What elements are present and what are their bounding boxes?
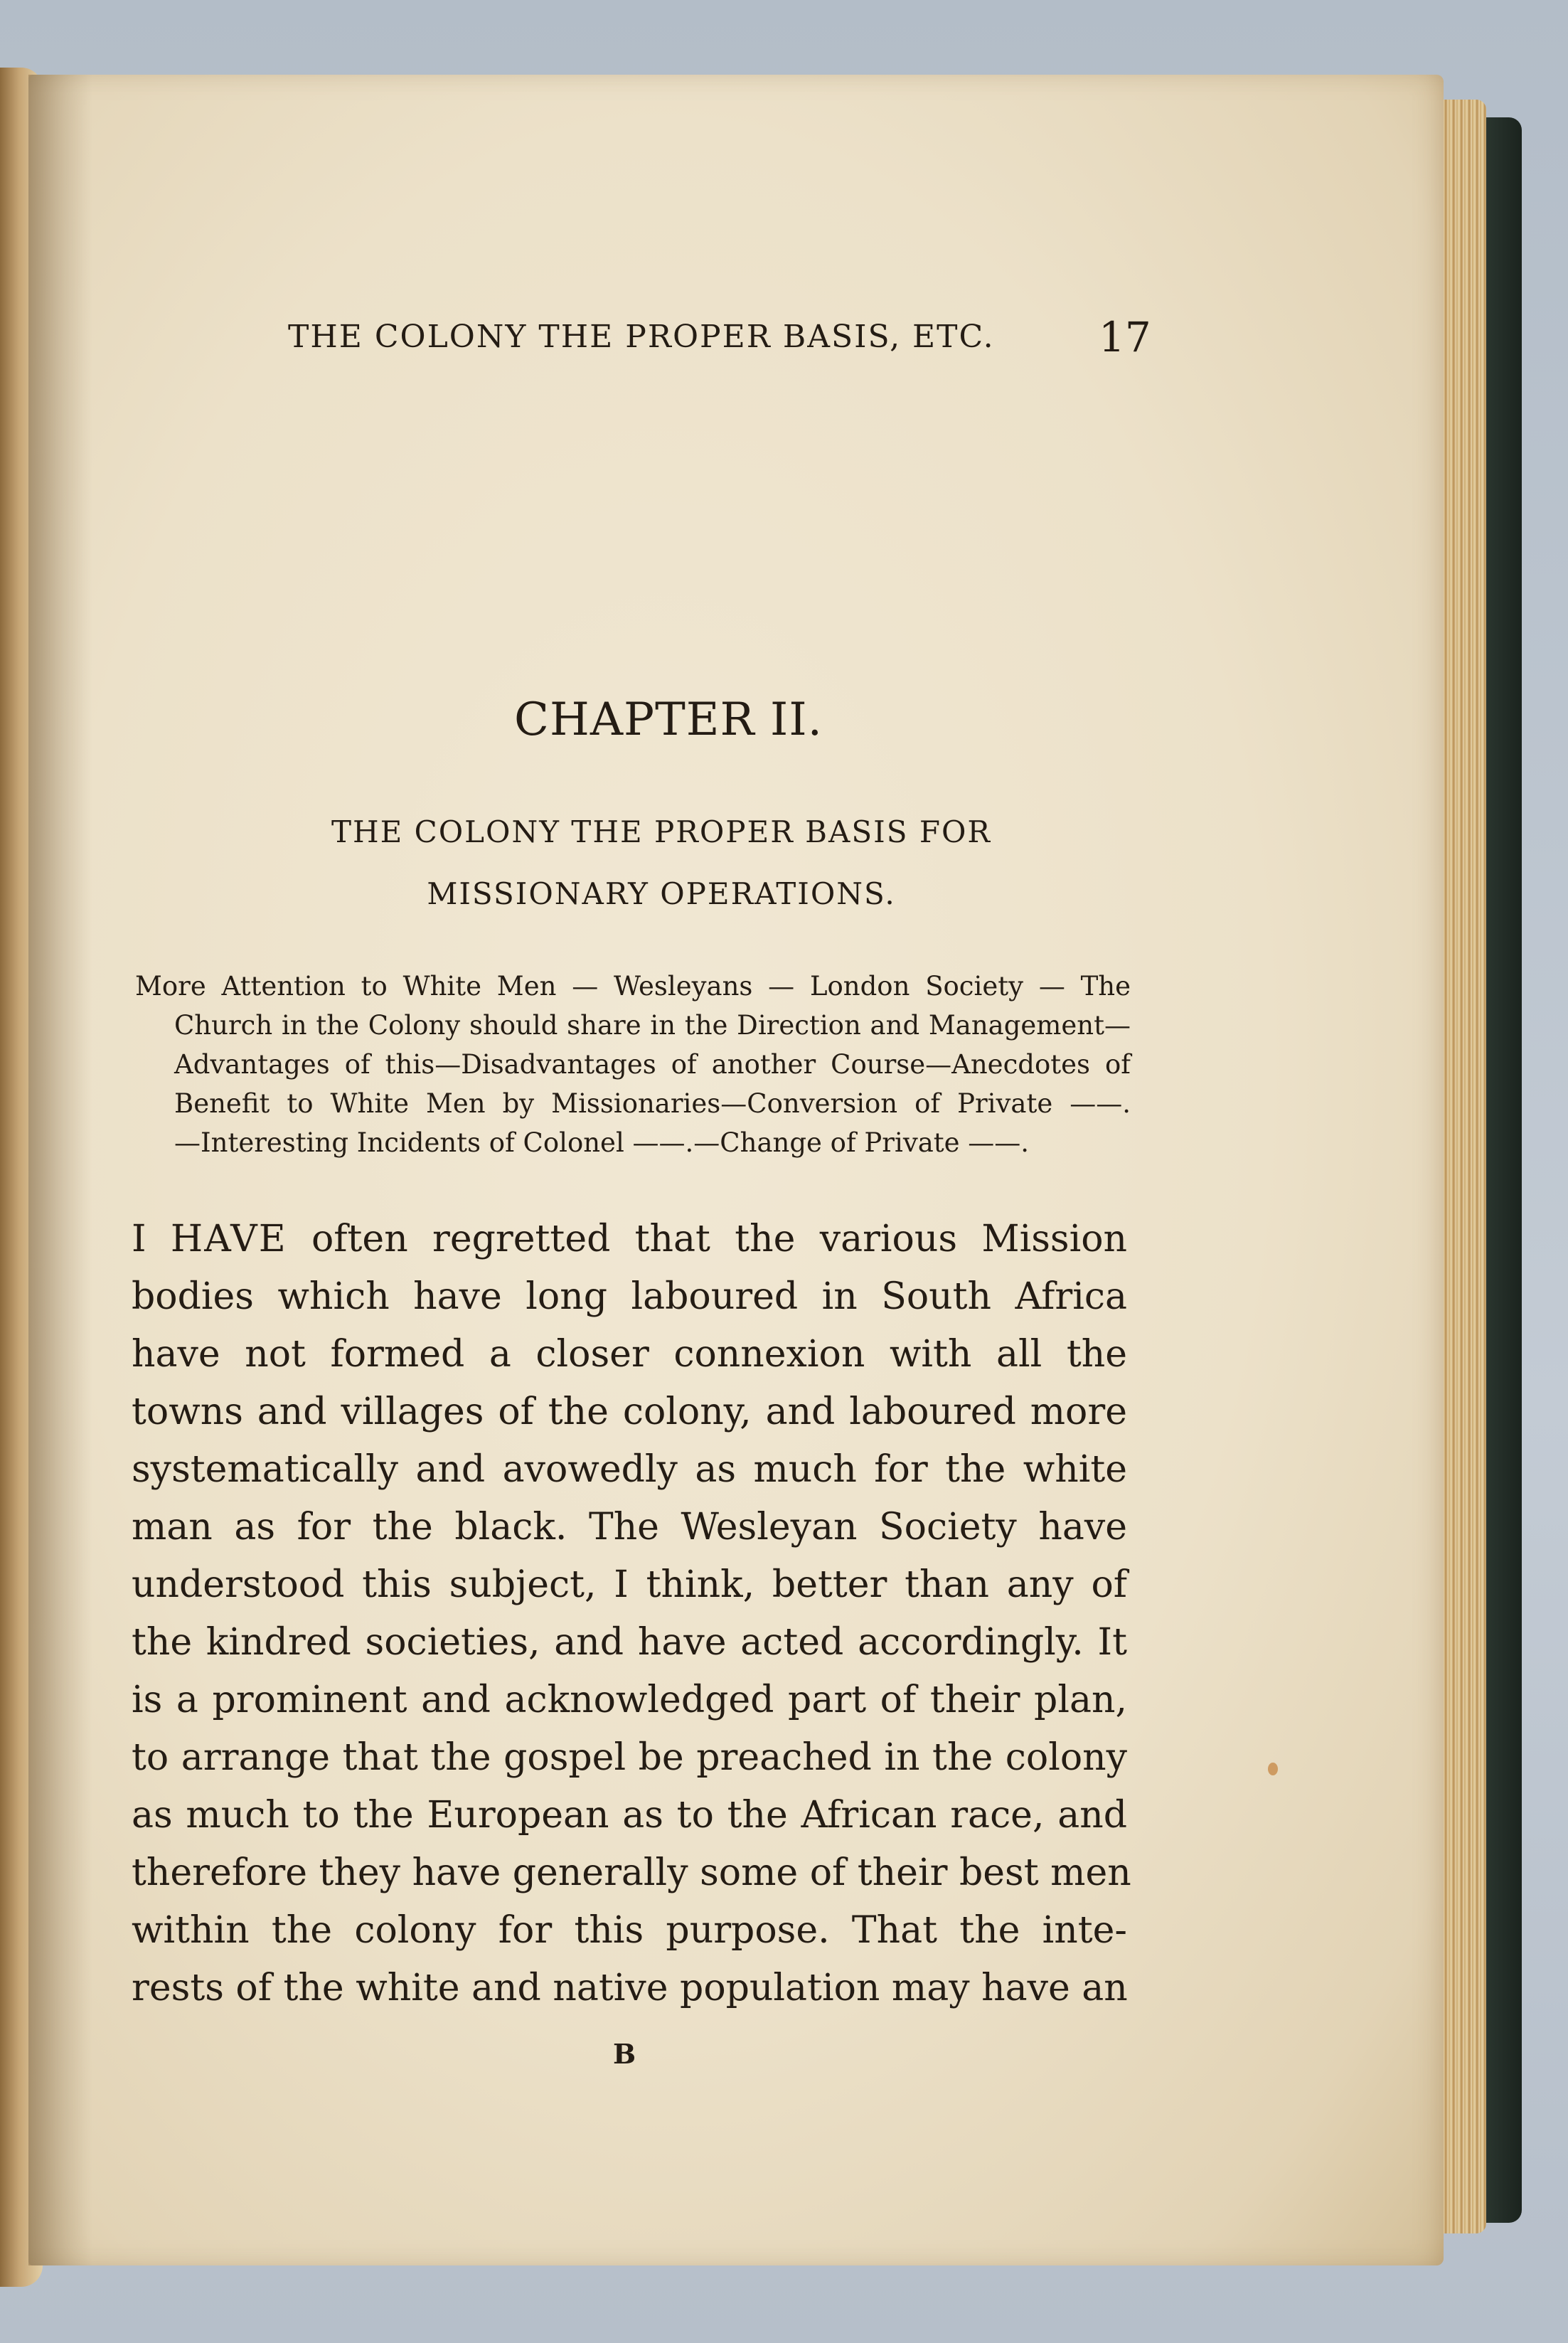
first-line-rest: often regretted that the various Mission (311, 1218, 1128, 1260)
summary-line-4: Benefit to White Men by Missionaries—Conversion of Private ——. (174, 1088, 1131, 1119)
body-line-4: towns and villages of the colony, and laboured more (132, 1391, 1127, 1433)
chapter-title: CHAPTER II. (514, 694, 823, 746)
body-line-3: have not formed a closer connexion with all the (132, 1333, 1127, 1376)
summary-line-2: Church in the Colony should share in the Direction and Management— (174, 1010, 1131, 1041)
summary-line-5: —Interesting Incidents of Colonel ——.—Change of Private ——. (174, 1127, 1030, 1158)
initial-letter: I (132, 1218, 146, 1260)
gutter-shadow (28, 75, 92, 2265)
first-word: HAVE (170, 1218, 287, 1260)
body-line-11: as much to the European as to the African race, and (132, 1794, 1127, 1837)
paper-stain (1268, 1763, 1278, 1775)
body-line-10: to arrange that the gospel be preached in the colony (132, 1736, 1127, 1779)
page-number: 17 (1099, 313, 1151, 361)
body-line-12: therefore they have generally some of their best men (132, 1851, 1131, 1894)
body-line-13: within the colony for this purpose. That the inte- (132, 1909, 1127, 1952)
body-line-2: bodies which have long laboured in South Africa (132, 1275, 1127, 1318)
body-line-1 (132, 1218, 1127, 1260)
chapter-subtitle-line-2: MISSIONARY OPERATIONS. (427, 876, 896, 911)
signature-mark: B (613, 2038, 636, 2070)
summary-line-3: Advantages of this—Disadvantages of another Course—Anecdotes of (174, 1049, 1131, 1080)
body-line-14: rests of the white and native population may have an (132, 1967, 1128, 2009)
summary-line-1: More Attention to White Men — Wesleyans — London Society — The (135, 971, 1131, 1002)
body-line-9: is a prominent and acknowledged part of their plan, (132, 1679, 1127, 1721)
body-line-8: the kindred societies, and have acted accordingly. It (132, 1621, 1127, 1664)
body-line-7: understood this subject, I think, better than any of (132, 1563, 1127, 1606)
running-head: THE COLONY THE PROPER BASIS, ETC. (288, 319, 995, 355)
body-line-5: systematically and avowedly as much for the white (132, 1448, 1127, 1491)
body-line-6: man as for the black. The Wesleyan Society have (132, 1506, 1127, 1548)
chapter-subtitle-line-1: THE COLONY THE PROPER BASIS FOR (331, 814, 992, 849)
